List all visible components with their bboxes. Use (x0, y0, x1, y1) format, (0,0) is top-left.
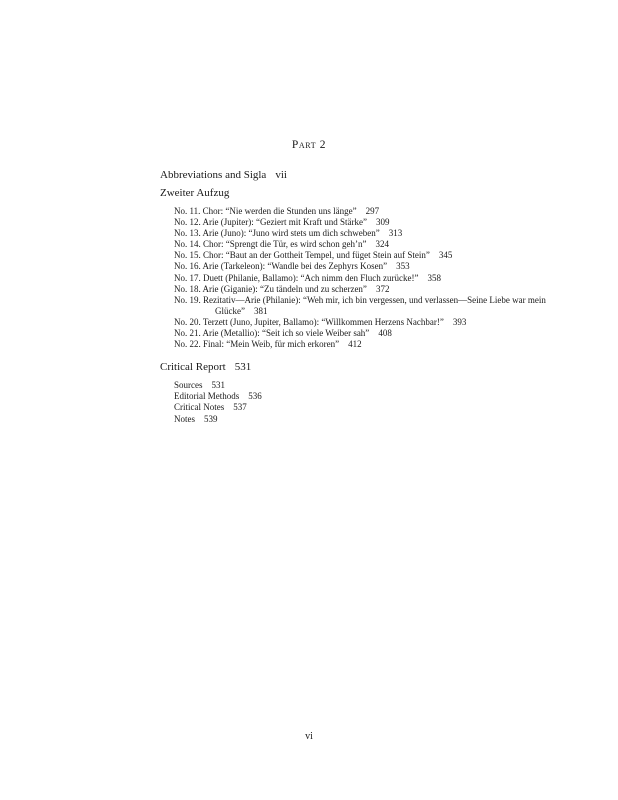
entry-page: 381 (253, 305, 268, 316)
entry-page: 372 (375, 283, 390, 294)
section-title: Critical Report (160, 361, 226, 374)
toc-entry[interactable] (174, 339, 555, 350)
section-page: 531 (234, 361, 252, 374)
entry-page: 313 (388, 228, 403, 239)
toc-entry[interactable] (174, 414, 555, 425)
toc-entry[interactable] (174, 228, 555, 239)
entry-text: Critical Notes (174, 402, 225, 413)
entry-page: 297 (365, 206, 380, 216)
entry-page: 408 (378, 328, 392, 339)
toc-entry[interactable] (174, 402, 555, 413)
toc-entry[interactable] (174, 206, 555, 217)
entry-page: 353 (396, 261, 410, 272)
entry-text: No. 21. Arie (Metallio): “Seit ich so viele Weiber sah” (174, 328, 370, 339)
toc-entry[interactable] (174, 217, 555, 228)
entry-text: No. 19. Rezitativ—Arie (Philanie): “Weh mir, ich bin vergessen, und verlassen—Seine Liebe war mein Glücke” (174, 294, 546, 316)
toc-entry[interactable] (174, 239, 555, 250)
toc-entry-list (174, 380, 580, 424)
entry-text: Editorial Methods (174, 391, 240, 402)
entry-text: No. 14. Chor: “Sprengt die Tür, es wird schon geh’n” (174, 239, 367, 250)
toc-entry[interactable] (174, 380, 555, 391)
entry-text: No. 20. Terzett (Juno, Jupiter, Ballamo): “Willkommen Herzens Nachbar!” (174, 316, 444, 327)
toc-entry[interactable] (174, 250, 555, 261)
page-number: vi (305, 731, 313, 742)
entry-text: No. 12. Arie (Jupiter): “Geziert mit Kraft und Stärke” (174, 217, 367, 228)
table-of-contents (160, 168, 580, 425)
section-page: vii (275, 169, 287, 181)
entry-page: 345 (438, 250, 453, 261)
entry-page: 537 (233, 402, 247, 413)
entry-page: 393 (452, 316, 467, 327)
toc-section-zweiter-aufzug[interactable] (160, 186, 580, 200)
toc-entry[interactable] (174, 328, 555, 339)
toc-entry[interactable] (174, 261, 555, 272)
toc-entry[interactable] (174, 273, 555, 284)
entry-page: 539 (204, 413, 218, 424)
part-title: Part 2 (291, 139, 327, 151)
entry-text: Sources (174, 380, 203, 391)
toc-entry-list (174, 206, 580, 350)
entry-page: 324 (375, 239, 389, 250)
entry-text: No. 13. Arie (Juno): “Juno wird stets um dich schweben” (174, 228, 380, 239)
entry-page: 412 (348, 339, 362, 350)
entry-text: Notes (174, 413, 195, 424)
section-title: Zweiter Aufzug (160, 187, 230, 199)
entry-page: 536 (248, 391, 262, 402)
entry-text: No. 17. Duett (Philanie, Ballamo): “Ach nimm den Fluch zurücke!” (174, 272, 419, 283)
entry-text: No. 11. Chor: “Nie werden die Stunden uns länge” (174, 206, 357, 216)
entry-text: No. 22. Final: “Mein Weib, für mich erkoren” (174, 339, 340, 350)
entry-page: 358 (427, 272, 441, 283)
entry-text: No. 18. Arie (Giganie): “Zu tändeln und zu scherzen” (174, 283, 367, 294)
entry-page: 309 (375, 217, 390, 228)
entry-text: No. 15. Chor: “Baut an der Gottheit Tempel, und füget Stein auf Stein” (174, 250, 430, 261)
toc-section-critical-report[interactable] (160, 360, 580, 374)
toc-entry[interactable] (174, 295, 555, 317)
toc-entry[interactable] (174, 317, 555, 328)
toc-section-abbreviations[interactable] (160, 168, 580, 182)
section-title: Abbreviations and Sigla (160, 169, 267, 181)
entry-text: No. 16. Arie (Tarkeleon): “Wandle bei des Zephyrs Kosen” (174, 261, 388, 272)
entry-page: 531 (211, 380, 225, 391)
toc-entry[interactable] (174, 284, 555, 295)
toc-entry[interactable] (174, 391, 555, 402)
